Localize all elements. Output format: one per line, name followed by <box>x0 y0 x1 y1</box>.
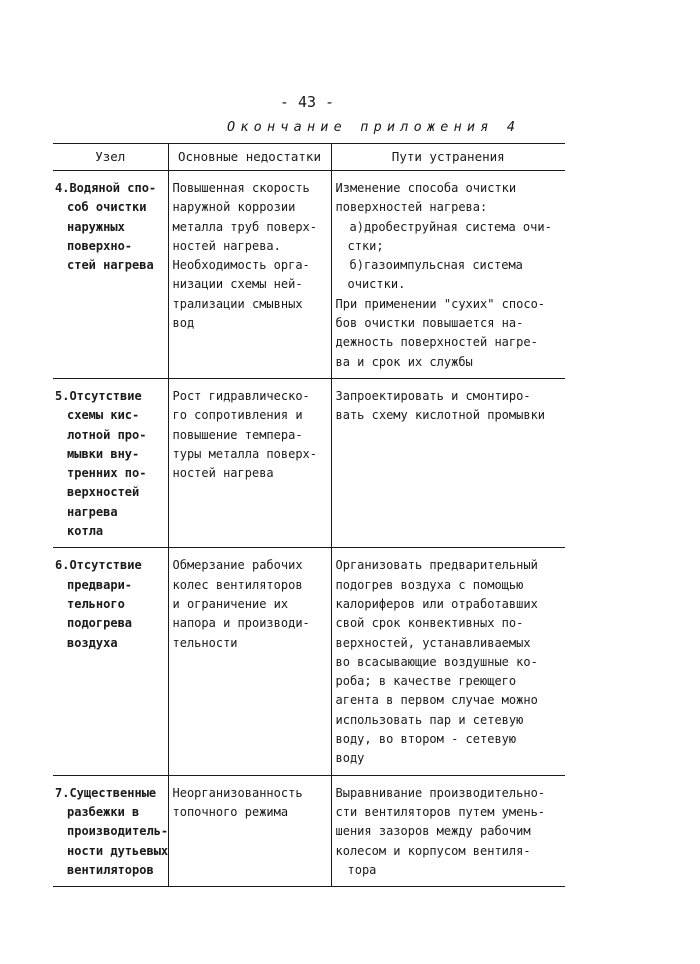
cell-line: лотной про- <box>67 427 147 442</box>
cell-line: Организовать предварительный <box>335 558 538 573</box>
cell-line: использовать пар и сетевую <box>335 712 524 727</box>
problems-cell <box>168 378 331 547</box>
cell-line: Необходимость орга- <box>172 258 310 273</box>
cell-line: трализации смывных <box>172 296 303 311</box>
cell-line: ностей нагрева <box>172 466 274 481</box>
cell-line: верхностей, устанавливаемых <box>335 635 531 650</box>
cell-line: наружной коррозии <box>172 200 296 215</box>
table-row <box>53 548 565 775</box>
cell-line: Запроектировать и смонтиро- <box>335 388 531 403</box>
cell-line: тренних по- <box>67 466 147 481</box>
node-cell <box>53 378 168 547</box>
cell-line: а)дробеструйная система очи- <box>349 219 552 234</box>
cell-line: 4.Водяной спо- <box>55 181 157 195</box>
cell-line: го сопротивления и <box>172 408 303 423</box>
table-row <box>53 378 565 547</box>
cell-line: мывки вну- <box>67 446 140 461</box>
cell-line: Выравнивание производительно- <box>335 785 546 800</box>
cell-line: предвари- <box>67 577 133 592</box>
cell-line: туры металла поверх- <box>172 446 317 461</box>
cell-line: ностей нагрева. <box>172 238 281 253</box>
node-cell <box>53 171 168 379</box>
problems-cell <box>168 775 331 886</box>
cell-line: Изменение способа очистки <box>335 181 517 195</box>
cell-line: производитель- <box>67 824 169 839</box>
cell-line: металла труб поверх- <box>172 219 317 234</box>
column-header-solutions: Пути устранения <box>331 144 565 171</box>
cell-line: 6.Отсутствие <box>55 558 142 573</box>
cell-line: тельности <box>172 635 238 650</box>
cell-line: колес вентиляторов <box>172 577 303 592</box>
cell-line: поверхно- <box>67 238 133 253</box>
cell-line: При применении "сухих" спосо- <box>335 296 546 311</box>
appendix-table <box>53 143 565 887</box>
cell-line: котла <box>67 524 104 539</box>
column-header-problems: Основные недостатки <box>168 144 331 171</box>
cell-line: воду, во втором - сетевую <box>335 732 517 747</box>
cell-line: сти вентиляторов путем умень- <box>335 804 546 819</box>
cell-line: б)газоимпульсная система <box>349 258 523 273</box>
cell-line: низации схемы ней- <box>172 277 303 292</box>
cell-line: повышение темпера- <box>172 427 303 442</box>
node-cell <box>53 775 168 886</box>
cell-line: и ограничение их <box>172 596 289 611</box>
cell-line: калориферов или отработавших <box>335 596 538 611</box>
cell-line: подогрева <box>67 616 133 631</box>
problems-cell <box>168 548 331 775</box>
cell-line: во всасывающие воздушные ко- <box>335 654 538 669</box>
cell-line: нагрева <box>67 504 118 519</box>
cell-line: тельного <box>67 596 125 611</box>
cell-line: бов очистки повышается на- <box>335 316 524 331</box>
cell-line: верхностей <box>67 485 140 500</box>
cell-line: соб очистки <box>67 200 147 215</box>
cell-line: стки; <box>347 238 384 253</box>
cell-line: воздуха <box>67 635 118 650</box>
table-row <box>53 775 565 886</box>
cell-line: воду <box>335 751 365 766</box>
cell-line: Рост гидравлическо- <box>172 388 310 403</box>
cell-line: наружных <box>67 219 125 234</box>
cell-line: свой срок конвективных по- <box>335 616 524 631</box>
solutions-cell <box>331 548 565 775</box>
cell-line: Обмерзание рабочих <box>172 558 303 573</box>
cell-line: 7.Существенные <box>55 785 157 800</box>
cell-line: вентиляторов <box>67 862 154 877</box>
cell-line: подогрев воздуха с помощью <box>335 577 524 592</box>
table-header-row <box>53 144 565 171</box>
cell-line: роба; в качестве греющего <box>335 674 517 689</box>
appendix-note: Окончание приложения 4 <box>227 119 521 135</box>
cell-line: Неорганизованность <box>172 785 303 800</box>
solutions-cell <box>331 171 565 379</box>
cell-line: поверхностей нагрева: <box>335 200 488 215</box>
cell-line: разбежки в <box>67 804 140 819</box>
cell-line: схемы кис- <box>67 408 140 423</box>
page-number: - 43 - <box>279 93 335 111</box>
cell-line: 5.Отсутствие <box>55 388 142 403</box>
cell-line: стей нагрева <box>67 258 154 273</box>
column-header-node: Узел <box>53 144 168 171</box>
node-cell <box>53 548 168 775</box>
solutions-cell <box>331 378 565 547</box>
cell-line: тора <box>347 862 377 877</box>
cell-line: вод <box>172 316 195 331</box>
cell-line: напора и производи- <box>172 616 310 631</box>
problems-cell <box>168 171 331 379</box>
cell-line: вать схему кислотной промывки <box>335 408 546 423</box>
cell-line: ности дутьевых <box>67 843 169 858</box>
cell-line: Повышенная скорость <box>172 181 310 195</box>
cell-line: топочного режима <box>172 804 289 819</box>
solutions-cell <box>331 775 565 886</box>
cell-line: шения зазоров между рабочим <box>335 824 531 839</box>
cell-line: очистки. <box>347 277 406 292</box>
cell-line: колесом и корпусом вентиля- <box>335 843 531 858</box>
table-row <box>53 171 565 379</box>
cell-line: агента в первом случае можно <box>335 693 538 708</box>
cell-line: ва и срок их службы <box>335 354 473 369</box>
cell-line: дежность поверхностей нагре- <box>335 335 538 350</box>
